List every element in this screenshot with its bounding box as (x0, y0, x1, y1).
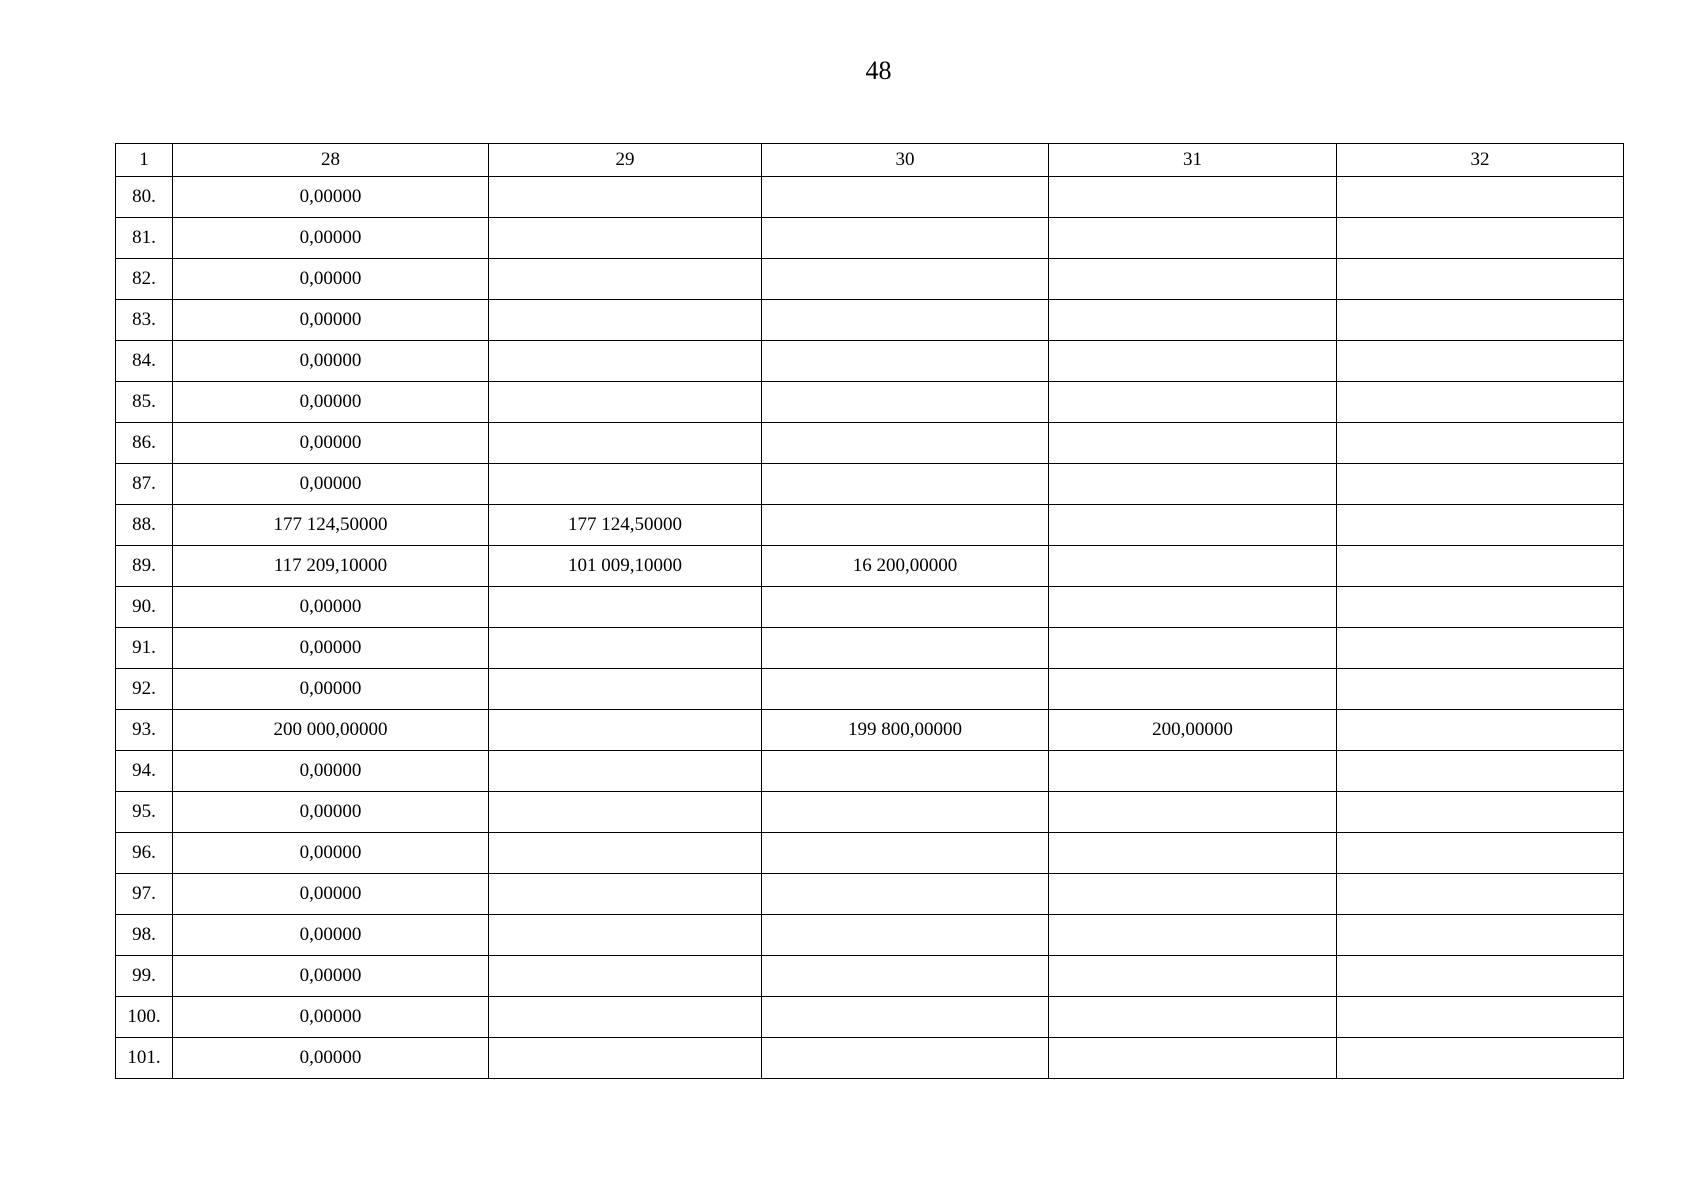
table-cell (1049, 751, 1337, 792)
table-row (116, 792, 1624, 833)
table-cell (1049, 587, 1337, 628)
table-cell (762, 874, 1049, 915)
table-cell: 200 000,00000 (173, 710, 489, 751)
table-cell (489, 341, 762, 382)
data-table (115, 143, 1624, 1079)
table-cell (762, 669, 1049, 710)
table-cell (1049, 464, 1337, 505)
table-cell: 0,00000 (173, 751, 489, 792)
table-cell (489, 915, 762, 956)
table-cell (762, 833, 1049, 874)
table-cell: 0,00000 (173, 1038, 489, 1079)
table-row (116, 587, 1624, 628)
table-cell (489, 751, 762, 792)
row-number-cell: 92. (116, 669, 173, 710)
header-cell: 31 (1049, 144, 1337, 177)
row-number-cell: 93. (116, 710, 173, 751)
table-row (116, 628, 1624, 669)
table-cell (1337, 669, 1624, 710)
table-cell (762, 505, 1049, 546)
table-cell (1049, 300, 1337, 341)
table-row (116, 710, 1624, 751)
table-cell (762, 341, 1049, 382)
row-number-cell: 94. (116, 751, 173, 792)
table-cell: 199 800,00000 (762, 710, 1049, 751)
table-row (116, 997, 1624, 1038)
table-cell (1049, 259, 1337, 300)
table-cell (1049, 833, 1337, 874)
table-cell (1337, 833, 1624, 874)
header-cell: 32 (1337, 144, 1624, 177)
table-row (116, 1038, 1624, 1079)
table-cell (762, 464, 1049, 505)
table-cell (1337, 792, 1624, 833)
row-number-cell: 91. (116, 628, 173, 669)
table-cell (1337, 874, 1624, 915)
table-cell (762, 956, 1049, 997)
table-cell (1049, 341, 1337, 382)
table-cell (1337, 956, 1624, 997)
table-row (116, 423, 1624, 464)
table-cell: 0,00000 (173, 915, 489, 956)
table-body (116, 144, 1624, 1079)
row-number-cell: 89. (116, 546, 173, 587)
table-row (116, 956, 1624, 997)
table-cell (489, 628, 762, 669)
row-number-cell: 86. (116, 423, 173, 464)
row-number-cell: 85. (116, 382, 173, 423)
table-cell (1337, 710, 1624, 751)
table-cell (1049, 628, 1337, 669)
table-cell (1337, 546, 1624, 587)
table-cell: 0,00000 (173, 423, 489, 464)
table-cell (762, 587, 1049, 628)
table-cell (489, 710, 762, 751)
table-cell (762, 792, 1049, 833)
table-cell (1049, 382, 1337, 423)
table-cell (1049, 997, 1337, 1038)
table-cell (489, 464, 762, 505)
table-cell (489, 300, 762, 341)
table-cell (489, 423, 762, 464)
table-cell: 101 009,10000 (489, 546, 762, 587)
table-cell (1049, 915, 1337, 956)
row-number-cell: 84. (116, 341, 173, 382)
table-cell (489, 669, 762, 710)
table-row (116, 300, 1624, 341)
row-number-cell: 81. (116, 218, 173, 259)
table-cell: 177 124,50000 (173, 505, 489, 546)
table-cell (1049, 792, 1337, 833)
table-cell: 0,00000 (173, 956, 489, 997)
table-cell: 0,00000 (173, 218, 489, 259)
table-cell (489, 1038, 762, 1079)
row-number-cell: 101. (116, 1038, 173, 1079)
table-row (116, 915, 1624, 956)
table-cell: 0,00000 (173, 792, 489, 833)
row-number-cell: 96. (116, 833, 173, 874)
table-row (116, 218, 1624, 259)
header-cell: 28 (173, 144, 489, 177)
table-cell: 0,00000 (173, 177, 489, 218)
table-cell (1337, 464, 1624, 505)
table-cell (1337, 423, 1624, 464)
table-row (116, 833, 1624, 874)
table-cell (762, 259, 1049, 300)
table-cell: 200,00000 (1049, 710, 1337, 751)
table-cell (489, 587, 762, 628)
table-cell (1337, 997, 1624, 1038)
table-row (116, 505, 1624, 546)
table-cell: 177 124,50000 (489, 505, 762, 546)
table-row (116, 177, 1624, 218)
header-cell: 29 (489, 144, 762, 177)
table-cell (1337, 259, 1624, 300)
table-row (116, 546, 1624, 587)
table-cell (762, 997, 1049, 1038)
table-cell (1049, 1038, 1337, 1079)
table-cell (1049, 546, 1337, 587)
table-cell (1337, 915, 1624, 956)
table-cell (1337, 341, 1624, 382)
table-cell: 0,00000 (173, 997, 489, 1038)
table-cell: 0,00000 (173, 300, 489, 341)
header-row (116, 144, 1624, 177)
table-cell (1049, 956, 1337, 997)
table-cell (1049, 874, 1337, 915)
table-row (116, 341, 1624, 382)
row-number-cell: 82. (116, 259, 173, 300)
table-cell (1337, 218, 1624, 259)
table-cell: 0,00000 (173, 464, 489, 505)
table-cell: 0,00000 (173, 341, 489, 382)
row-number-cell: 98. (116, 915, 173, 956)
table-cell (489, 997, 762, 1038)
table-cell: 0,00000 (173, 259, 489, 300)
table-cell (489, 833, 762, 874)
table-cell (489, 382, 762, 423)
row-number-cell: 97. (116, 874, 173, 915)
table-cell (1049, 423, 1337, 464)
table-cell (762, 177, 1049, 218)
table-cell (1337, 587, 1624, 628)
table-cell (489, 956, 762, 997)
header-cell: 1 (116, 144, 173, 177)
table-cell (1337, 1038, 1624, 1079)
table-cell (762, 218, 1049, 259)
table-cell (762, 1038, 1049, 1079)
table-cell (489, 792, 762, 833)
table-cell: 0,00000 (173, 628, 489, 669)
table-cell: 0,00000 (173, 833, 489, 874)
table-row (116, 751, 1624, 792)
table-cell (489, 218, 762, 259)
row-number-cell: 80. (116, 177, 173, 218)
table-cell (489, 177, 762, 218)
table-cell (762, 751, 1049, 792)
table-cell (762, 300, 1049, 341)
row-number-cell: 100. (116, 997, 173, 1038)
table-cell (1049, 218, 1337, 259)
table-row (116, 669, 1624, 710)
table-row (116, 874, 1624, 915)
row-number-cell: 99. (116, 956, 173, 997)
row-number-cell: 83. (116, 300, 173, 341)
table-cell (1337, 177, 1624, 218)
table-cell: 0,00000 (173, 669, 489, 710)
row-number-cell: 88. (116, 505, 173, 546)
row-number-cell: 90. (116, 587, 173, 628)
table-cell (1337, 751, 1624, 792)
table-cell (1337, 382, 1624, 423)
table-cell: 0,00000 (173, 382, 489, 423)
row-number-cell: 95. (116, 792, 173, 833)
table-cell (762, 382, 1049, 423)
table-cell (1049, 505, 1337, 546)
table-cell (489, 259, 762, 300)
table-cell (489, 874, 762, 915)
table-cell: 117 209,10000 (173, 546, 489, 587)
table-cell: 0,00000 (173, 874, 489, 915)
table-cell (762, 628, 1049, 669)
table-cell (762, 915, 1049, 956)
table-cell (762, 423, 1049, 464)
table-cell (1049, 177, 1337, 218)
table-cell: 16 200,00000 (762, 546, 1049, 587)
table-cell (1337, 300, 1624, 341)
row-number-cell: 87. (116, 464, 173, 505)
table-cell (1337, 628, 1624, 669)
table-cell: 0,00000 (173, 587, 489, 628)
table-cell (1337, 505, 1624, 546)
header-cell: 30 (762, 144, 1049, 177)
page-number: 48 (865, 56, 892, 85)
table-row (116, 464, 1624, 505)
table-row (116, 259, 1624, 300)
table-row (116, 382, 1624, 423)
table-cell (1049, 669, 1337, 710)
